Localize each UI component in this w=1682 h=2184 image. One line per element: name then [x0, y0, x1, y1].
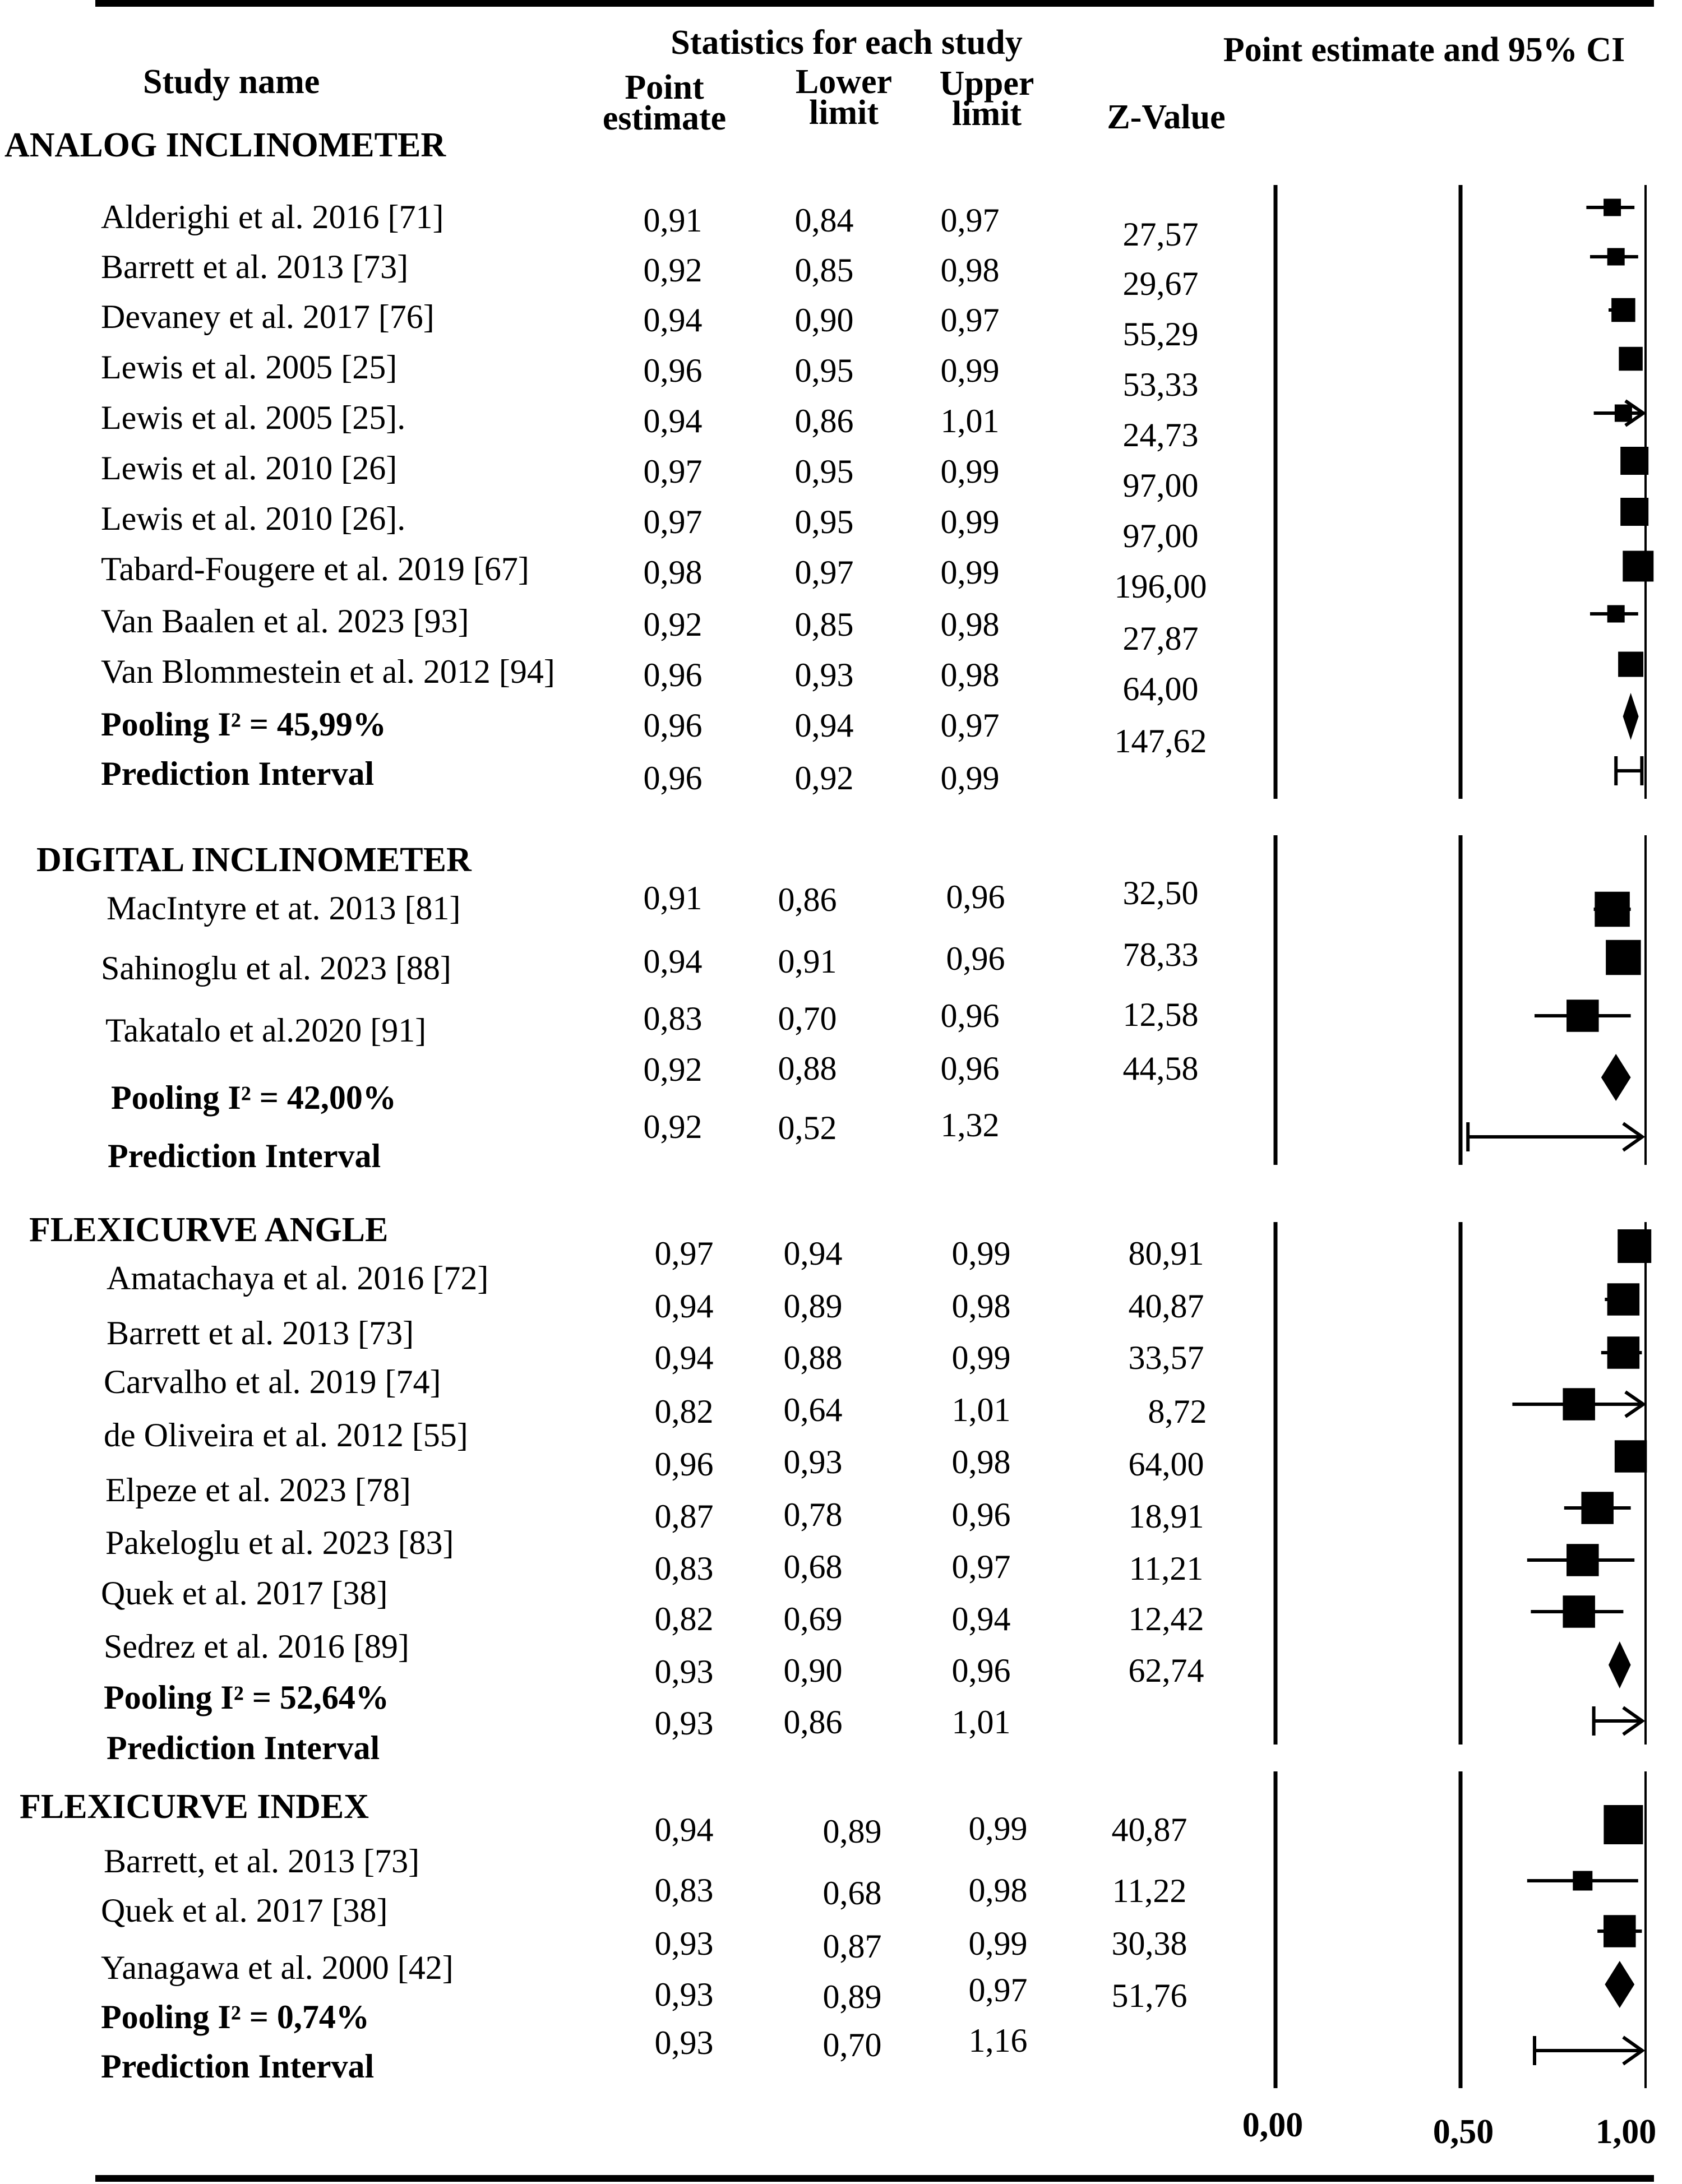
upper-limit-value: 0,99: [968, 1810, 1028, 1847]
study-estimate-box: [1595, 892, 1630, 927]
study-estimate-box: [1620, 498, 1648, 526]
study-name: Alderighi et al. 2016 [71]: [101, 198, 444, 235]
lower-limit-value: 0,68: [822, 1875, 882, 1912]
study-estimate-box: [1581, 1492, 1614, 1524]
study-estimate-box: [1607, 605, 1625, 623]
point-estimate-value: 0,93: [654, 1976, 714, 2013]
point-estimate-value: 0,93: [654, 1925, 714, 1962]
point-estimate-value: 0,96: [643, 352, 703, 389]
z-value: 30,38: [1111, 1925, 1187, 1962]
z-value: 55,29: [1122, 316, 1199, 353]
study-estimate-box: [1604, 199, 1621, 216]
lower-limit-value: 0,89: [822, 1978, 882, 2015]
study-name: Carvalho et al. 2019 [74]: [104, 1363, 441, 1400]
study-name: Lewis et al. 2005 [25]: [101, 349, 398, 386]
point-estimate-value: 0,96: [654, 1446, 714, 1483]
study-estimate-box: [1567, 1000, 1599, 1032]
study-estimate-box: [1567, 1544, 1599, 1576]
point-estimate-value: 0,92: [643, 1051, 703, 1088]
z-value: 33,57: [1128, 1339, 1204, 1376]
study-name: Barrett et al. 2013 [73]: [101, 248, 409, 285]
lower-limit-value: 0,84: [794, 202, 854, 239]
lower-limit-value: 0,88: [783, 1339, 843, 1376]
pooled-estimate-diamond: [1605, 1961, 1634, 2008]
lower-limit-value: 0,68: [783, 1548, 843, 1585]
lower-limit-value: 0,90: [783, 1652, 843, 1689]
study-name: Quek et al. 2017 [38]: [101, 1575, 388, 1612]
study-estimate-box: [1563, 1595, 1595, 1628]
lower-limit-value: 0,86: [794, 402, 854, 439]
z-value: 51,76: [1111, 1977, 1187, 2014]
z-value: 147,62: [1114, 723, 1207, 760]
z-value: 40,87: [1111, 1811, 1187, 1848]
z-value: 27,57: [1122, 216, 1199, 253]
study-estimate-box: [1573, 1871, 1592, 1891]
point-estimate-value: 0,87: [654, 1498, 714, 1535]
study-estimate-box: [1607, 1336, 1640, 1369]
lower-limit-value: 0,95: [794, 453, 854, 490]
upper-limit-value: 1,01: [940, 402, 1000, 439]
upper-limit-header-1: Upper: [939, 64, 1034, 103]
z-value: 40,87: [1128, 1288, 1204, 1325]
point-estimate-header-1: Point: [625, 68, 704, 107]
point-estimate-value: 0,94: [643, 943, 703, 980]
point-estimate-value: 0,97: [643, 453, 703, 490]
z-value: 64,00: [1128, 1446, 1204, 1483]
pooling-label: Pooling I² = 45,99%: [101, 706, 386, 743]
upper-limit-value: 1,16: [968, 2022, 1028, 2059]
x-tick-label-0: 0,00: [1242, 2106, 1304, 2144]
point-estimate-value: 0,83: [654, 1550, 714, 1587]
upper-limit-value: 0,98: [940, 252, 1000, 289]
study-name: Tabard-Fougere et al. 2019 [67]: [101, 550, 529, 587]
study-estimate-box: [1607, 248, 1625, 266]
point-estimate-value: 0,94: [654, 1811, 714, 1848]
study-name: MacIntyre et at. 2013 [81]: [107, 890, 461, 927]
prediction-interval-label: Prediction Interval: [101, 755, 375, 792]
pooled-estimate-diamond: [1601, 1054, 1631, 1101]
point-estimate-value: 0,96: [643, 656, 703, 693]
upper-limit-value: 0,94: [951, 1600, 1011, 1637]
z-value: 29,67: [1122, 265, 1199, 302]
point-estimate-value: 0,82: [654, 1393, 714, 1430]
z-value: 53,33: [1122, 366, 1199, 403]
point-estimate-value: 0,91: [643, 880, 703, 917]
point-estimate-value: 0,98: [643, 554, 703, 591]
study-name: Devaney et al. 2017 [76]: [101, 298, 435, 335]
z-value: 8,72: [1148, 1393, 1207, 1430]
study-estimate-box: [1611, 298, 1635, 322]
point-estimate-value: 0,92: [643, 252, 703, 289]
study-estimate-box: [1619, 347, 1643, 371]
upper-limit-value: 0,98: [940, 606, 1000, 643]
z-value-header: Z-Value: [1107, 98, 1226, 136]
z-value: 11,21: [1129, 1550, 1204, 1587]
z-value: 80,91: [1128, 1235, 1204, 1272]
group-title-flexicurve-index: FLEXICURVE INDEX: [20, 1788, 369, 1826]
z-value: 97,00: [1122, 467, 1199, 504]
upper-limit-header-2: limit: [952, 95, 1022, 133]
lower-limit-value: 0,70: [822, 2026, 882, 2063]
lower-limit-value: 0,87: [822, 1928, 882, 1965]
study-name: Takatalo et al.2020 [91]: [105, 1012, 427, 1049]
study-name: Sahinoglu et al. 2023 [88]: [101, 950, 451, 987]
group-title-flexicurve-angle: FLEXICURVE ANGLE: [29, 1211, 389, 1249]
lower-limit-value: 0,70: [778, 1000, 837, 1037]
upper-limit-value: 0,96: [940, 997, 1000, 1034]
point-estimate-value: 0,92: [643, 606, 703, 643]
z-value: 196,00: [1114, 568, 1207, 605]
z-value: 12,58: [1122, 996, 1199, 1033]
lower-limit-value: 0,64: [783, 1391, 843, 1428]
point-estimate-value: 0,94: [643, 302, 703, 339]
point-estimate-value: 0,83: [654, 1872, 714, 1909]
study-estimate-box: [1623, 551, 1653, 582]
study-estimate-box: [1604, 1805, 1643, 1844]
point-estimate-value: 0,93: [654, 2024, 714, 2061]
lower-limit-value: 0,90: [794, 302, 854, 339]
upper-limit-value: 1,01: [951, 1704, 1011, 1741]
lower-limit-value: 0,88: [778, 1050, 837, 1087]
upper-limit-value: 0,99: [940, 554, 1000, 591]
upper-limit-value: 0,96: [940, 1050, 1000, 1087]
upper-limit-value: 0,99: [951, 1235, 1011, 1272]
lower-limit-value: 0,85: [794, 606, 854, 643]
z-value: 24,73: [1122, 417, 1199, 454]
prediction-interval-label: Prediction Interval: [101, 2048, 375, 2085]
pooled-estimate-diamond: [1609, 1641, 1631, 1688]
group-title-analog: ANALOG INCLINOMETER: [4, 126, 446, 164]
point-estimate-value: 0,93: [654, 1705, 714, 1742]
study-name: Barrett et al. 2013 [73]: [107, 1315, 414, 1352]
study-estimate-box: [1606, 940, 1641, 975]
upper-limit-value: 0,96: [951, 1652, 1011, 1689]
upper-limit-value: 0,98: [968, 1872, 1028, 1909]
study-name: Van Baalen et al. 2023 [93]: [101, 603, 469, 640]
study-name: Lewis et al. 2010 [26].: [101, 500, 406, 537]
study-estimate-box: [1618, 1229, 1651, 1263]
upper-limit-value: 1,01: [951, 1391, 1011, 1428]
z-value: 11,22: [1112, 1872, 1187, 1909]
upper-limit-value: 1,32: [940, 1107, 1000, 1144]
upper-limit-value: 0,98: [951, 1288, 1011, 1325]
point-estimate-value: 0,91: [643, 202, 703, 239]
pooled-estimate-diamond: [1623, 693, 1639, 740]
point-estimate-value: 0,83: [643, 1000, 703, 1037]
lower-limit-value: 0,97: [794, 554, 854, 591]
lower-limit-value: 0,94: [794, 707, 854, 744]
study-name: Amatachaya et al. 2016 [72]: [107, 1260, 489, 1297]
study-name: de Oliveira et al. 2012 [55]: [104, 1417, 468, 1454]
study-name: Barrett, et al. 2013 [73]: [104, 1843, 420, 1880]
upper-limit-value: 0,97: [940, 202, 1000, 239]
pooling-label: Pooling I² = 42,00%: [111, 1079, 396, 1116]
z-value: 32,50: [1122, 874, 1199, 911]
study-name: Elpeze et al. 2023 [78]: [105, 1472, 411, 1509]
study-name: Pakeloglu et al. 2023 [83]: [105, 1524, 454, 1561]
lower-limit-value: 0,91: [778, 943, 837, 980]
study-name: Lewis et al. 2005 [25].: [101, 399, 406, 436]
lower-limit-value: 0,69: [783, 1600, 843, 1637]
pooling-label: Pooling I² = 52,64%: [104, 1679, 389, 1716]
lower-limit-value: 0,95: [794, 352, 854, 389]
point-estimate-value: 0,94: [654, 1288, 714, 1325]
study-name: Lewis et al. 2010 [26]: [101, 450, 398, 487]
upper-limit-value: 0,99: [968, 1925, 1028, 1962]
group-title-digital: DIGITAL INCLINOMETER: [36, 841, 472, 879]
lower-limit-value: 0,86: [778, 881, 837, 918]
lower-limit-value: 0,95: [794, 503, 854, 540]
lower-limit-header-1: Lower: [795, 63, 893, 101]
study-estimate-box: [1615, 1440, 1647, 1473]
study-estimate-box: [1607, 1283, 1640, 1316]
study-name: Yanagawa et al. 2000 [42]: [101, 1949, 454, 1986]
upper-limit-value: 0,97: [940, 707, 1000, 744]
upper-limit-value: 0,98: [951, 1443, 1011, 1480]
point-estimate-value: 0,82: [654, 1600, 714, 1637]
upper-limit-value: 0,97: [940, 302, 1000, 339]
lower-limit-value: 0,86: [783, 1704, 843, 1741]
upper-limit-value: 0,99: [940, 352, 1000, 389]
lower-limit-value: 0,52: [778, 1109, 837, 1146]
z-value: 44,58: [1122, 1050, 1199, 1087]
upper-limit-value: 0,99: [940, 503, 1000, 540]
study-name: Van Blommestein et al. 2012 [94]: [101, 653, 555, 690]
pooling-label: Pooling I² = 0,74%: [101, 1998, 369, 2035]
upper-limit-value: 0,96: [951, 1496, 1011, 1533]
point-estimate-value: 0,96: [643, 707, 703, 744]
study-estimate-box: [1604, 1915, 1636, 1947]
point-estimate-value: 0,97: [654, 1235, 714, 1272]
upper-limit-value: 0,99: [940, 453, 1000, 490]
z-value: 12,42: [1128, 1600, 1204, 1637]
z-value: 27,87: [1122, 620, 1199, 657]
study-estimate-box: [1615, 405, 1632, 422]
x-tick-label-1: 1,00: [1595, 2113, 1657, 2151]
lower-limit-value: 0,93: [783, 1443, 843, 1480]
lower-limit-value: 0,94: [783, 1235, 843, 1272]
lower-limit-value: 0,89: [783, 1288, 843, 1325]
upper-limit-value: 0,98: [940, 656, 1000, 693]
lower-limit-value: 0,78: [783, 1496, 843, 1533]
point-estimate-value: 0,97: [643, 503, 703, 540]
z-value: 62,74: [1128, 1652, 1204, 1689]
z-value: 64,00: [1122, 670, 1199, 707]
lower-limit-value: 0,92: [794, 760, 854, 797]
lower-limit-value: 0,85: [794, 252, 854, 289]
study-estimate-box: [1563, 1388, 1595, 1420]
point-estimate-value: 0,94: [643, 402, 703, 439]
upper-limit-value: 0,99: [951, 1339, 1011, 1376]
upper-limit-value: 0,97: [968, 1972, 1028, 2009]
point-estimate-value: 0,92: [643, 1108, 703, 1145]
study-name: Sedrez et al. 2016 [89]: [104, 1628, 409, 1665]
point-estimate-header-2: estimate: [602, 99, 727, 137]
point-estimate-value: 0,94: [654, 1339, 714, 1376]
prediction-interval-label: Prediction Interval: [107, 1729, 380, 1766]
lower-limit-header-2: limit: [809, 94, 879, 132]
x-tick-label-050: 0,50: [1433, 2113, 1494, 2151]
upper-limit-value: 0,96: [946, 940, 1005, 977]
z-value: 18,91: [1128, 1498, 1204, 1535]
upper-limit-value: 0,99: [940, 760, 1000, 797]
study-name-header: Study name: [143, 63, 320, 101]
lower-limit-value: 0,93: [794, 656, 854, 693]
plot-title: Point estimate and 95% CI: [1223, 31, 1625, 69]
point-estimate-value: 0,93: [654, 1653, 714, 1690]
z-value: 78,33: [1122, 936, 1199, 973]
prediction-interval-label: Prediction Interval: [108, 1137, 381, 1174]
upper-limit-value: 0,97: [951, 1548, 1011, 1585]
point-estimate-value: 0,96: [643, 760, 703, 797]
study-estimate-box: [1618, 652, 1643, 677]
z-value: 97,00: [1122, 517, 1199, 554]
lower-limit-value: 0,89: [822, 1813, 882, 1850]
study-estimate-box: [1620, 447, 1648, 475]
stats-group-title: Statistics for each study: [671, 24, 1023, 62]
upper-limit-value: 0,96: [946, 878, 1005, 915]
study-name: Quek et al. 2017 [38]: [101, 1892, 388, 1929]
